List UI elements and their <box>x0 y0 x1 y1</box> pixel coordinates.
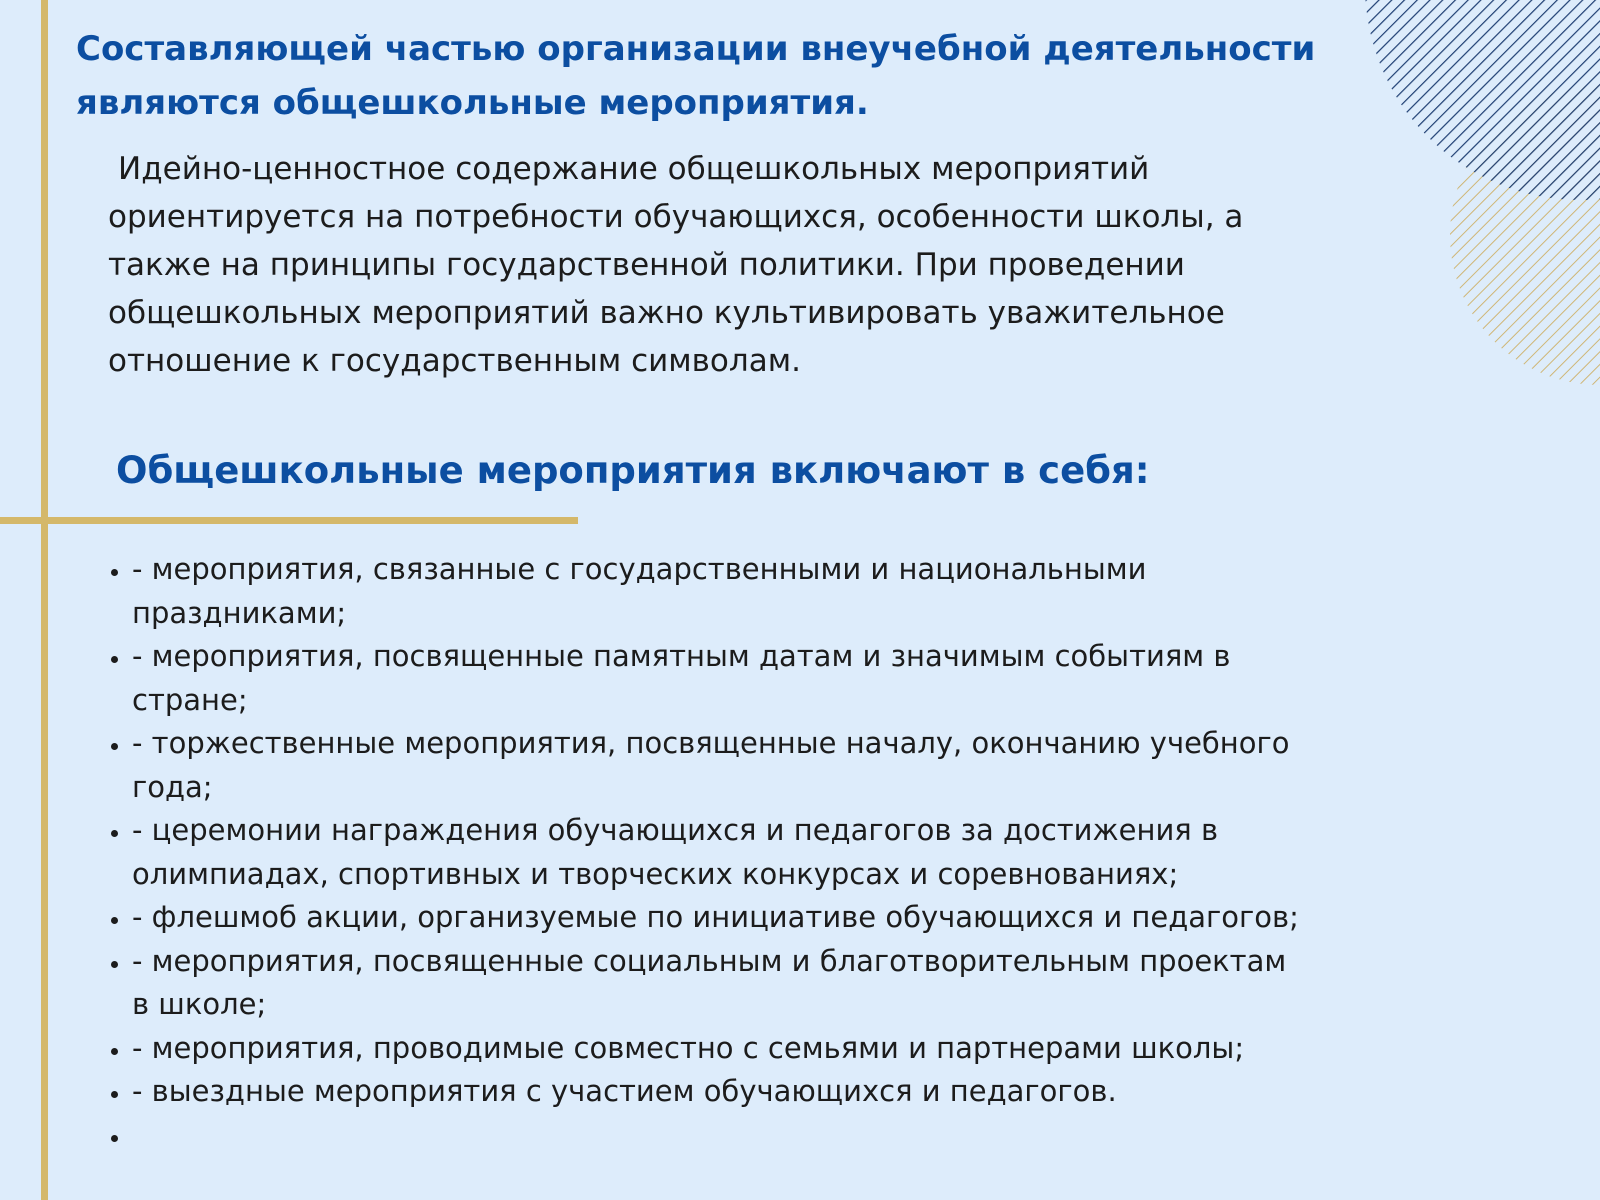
list-item: • - мероприятия, связанные с государственными и национальными праздниками; <box>132 548 1312 635</box>
list-item: • - флешмоб акции, организуемые по инициативе обучающихся и педагогов; <box>132 896 1312 940</box>
list-item: • - мероприятия, посвященные социальным и благотворительным проектам в школе; <box>132 940 1312 1027</box>
list-item: • - торжественные мероприятия, посвященные началу, окончанию учебного года; <box>132 722 1312 809</box>
gold-horizontal-line <box>0 517 578 524</box>
list-item: • - выездные мероприятия с участием обучающихся и педагогов. <box>132 1070 1312 1114</box>
navy-hatched-circle <box>1365 0 1600 200</box>
intro-paragraph: Идейно-ценностное содержание общешкольных мероприятий ориентируется на потребности обучающихся, особенности школы, а также на принципы государственной политики. При проведении общешкольных мероприятий важно культивировать уважительное отношение к государственным символам. <box>108 151 1244 379</box>
hatched-circles-decoration <box>1340 0 1600 400</box>
gold-vertical-line <box>41 0 48 1200</box>
section-title: Общешкольные мероприятия включают в себя: <box>116 449 1150 492</box>
intro-title: Составляющей частью организации внеучебной деятельности являются общешкольные мероприятия. <box>76 29 1316 123</box>
list-item-empty <box>132 1114 1312 1158</box>
list-item: • - церемонии награждения обучающихся и педагогов за достижения в олимпиадах, спортивных и творческих конкурсах и соревнованиях; <box>132 809 1312 896</box>
list-item: • - мероприятия, проводимые совместно с семьями и партнерами школы; <box>132 1027 1312 1071</box>
list-item: • - мероприятия, посвященные памятным датам и значимым событиям в стране; <box>132 635 1312 722</box>
events-list <box>132 548 1312 1157</box>
